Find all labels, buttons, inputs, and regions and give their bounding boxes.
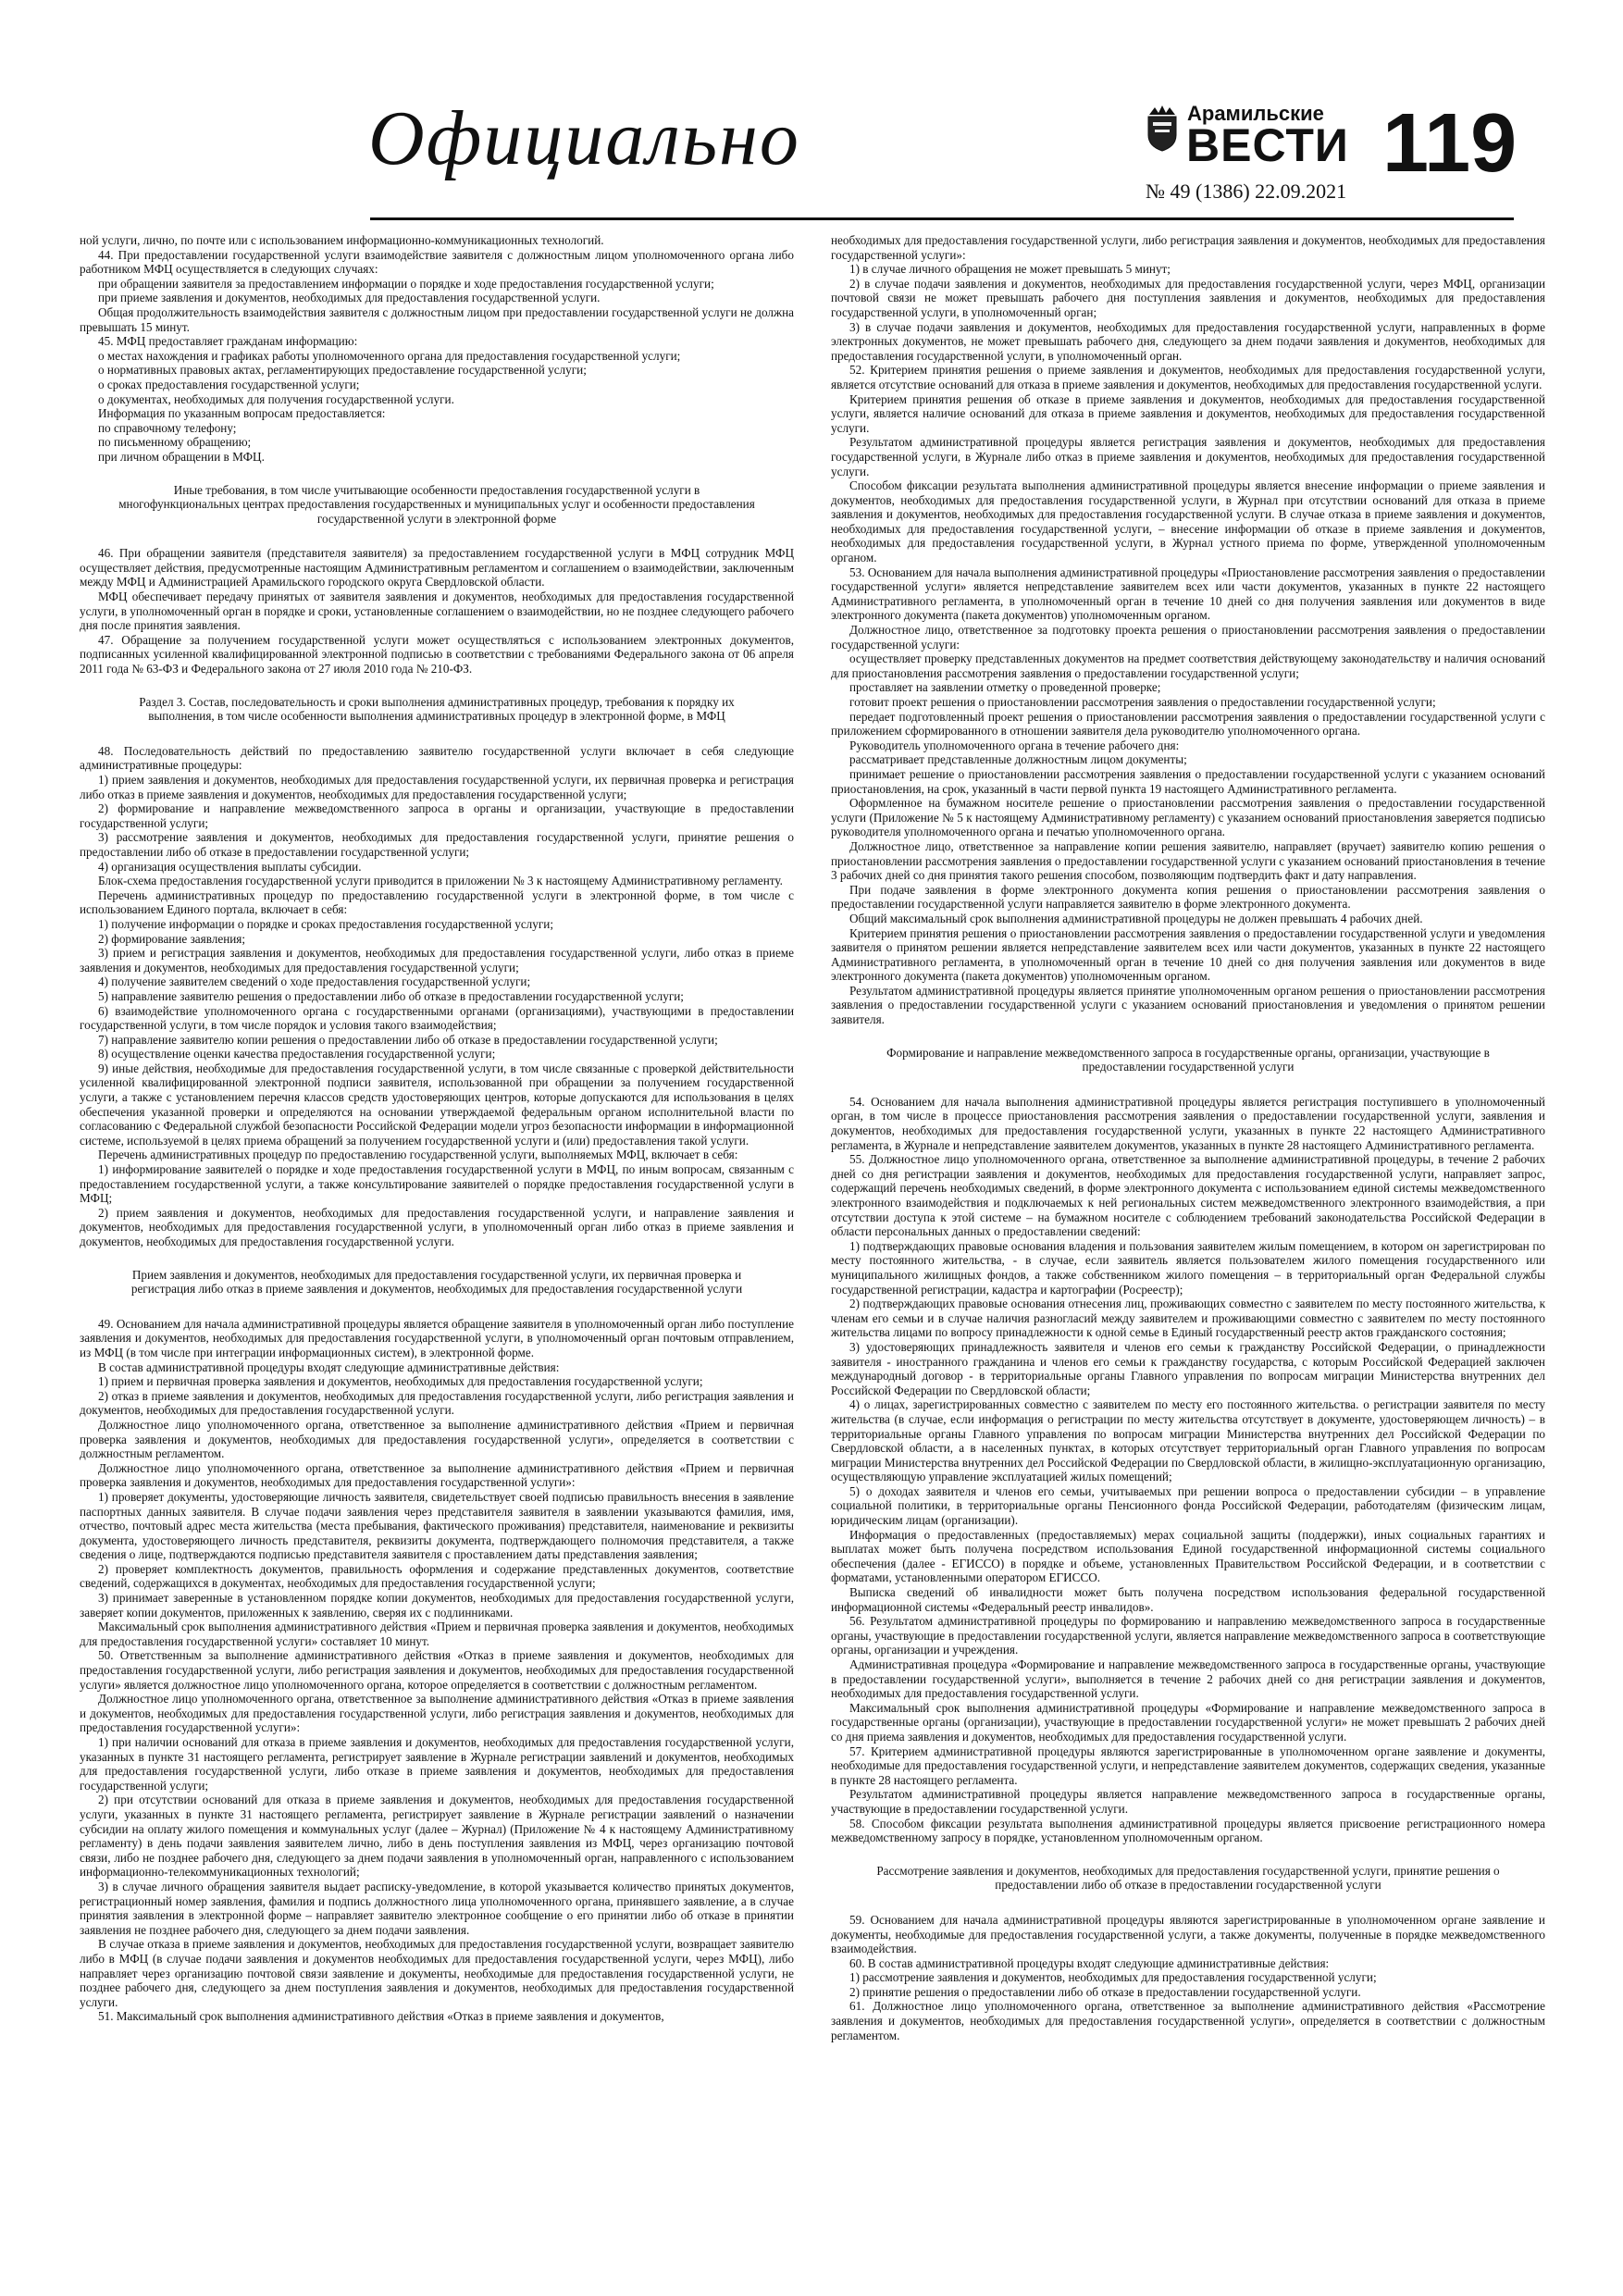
left-column — [80, 233, 794, 2269]
paragraph: 1) получение информации о порядке и сроках предоставления государственной услуги; — [98, 916, 553, 931]
paragraph: о местах нахождения и графиках работы уполномоченного органа для предоставления государственной услуги; — [98, 348, 681, 363]
paragraph: 48. Последовательность действий по предоставлению заявителю государственной услуги включает в себя следующие административные процедуры: — [80, 743, 794, 773]
paragraph: Информация о предоставленных (предоставляемых) мерах социальной защиты (поддержки), иных социальных гарантиях и выплатах может быть получена посредством использования Единой государственной информационной системы социального обеспечения (далее - ЕГИССО) в порядке и объеме, установленных Правительством Российской Федерации, и в соответствии с форматами, установленными оператором ЕГИССО. — [831, 1527, 1545, 1585]
paragraph: Общая продолжительность взаимодействия заявителя с должностным лицом при предоставлении государственной услуги не должна превышать 15 минут. — [80, 304, 794, 334]
paragraph: 46. При обращении заявителя (представителя заявителя) за предоставлением государственной услуги в МФЦ сотрудник МФЦ осуществляет действия, предусмотренные настоящим Административным регламентом и соглашением о взаимодействии, заключенным между МФЦ и Администрацией Арамильского городского округа Свердловской области. — [80, 546, 794, 590]
paragraph: необходимых для предоставления государственной услуги, либо регистрация заявления и документов, необходимых для предоставления государственной услуги»: — [831, 233, 1545, 262]
paragraph: 56. Результатом административной процедуры по формированию и направлению межведомственного запроса в государственные органы, участвующие в предоставлении государственной услуги, является направление межведомственного запроса в соответствующие органы, организации и учреждения. — [831, 1614, 1545, 1657]
paragraph: 2) отказ в приеме заявления и документов, необходимых для предоставления государственной услуги, либо регистрация заявления и документов, необходимых для предоставления государственной услуги. — [80, 1388, 794, 1418]
paragraph: 1) подтверждающих правовые основания владения и пользования заявителем жилым помещением, в котором он зарегистрирован по месту постоянного жительства, - в случае, если заявитель является пользователем жилого помещения государственного или муниципального жилищных фондов, а также собственником жилого помещения – в территориальный орган Федеральной службы государственной регистрации, кадастра и картографии (Росреестр); — [831, 1238, 1545, 1297]
paragraph: 54. Основанием для начала выполнения административной процедуры является регистрация поступившего в уполномоченный орган, в том числе в процессе приостановления рассмотрения заявления о предоставлении государственной услуги, заявления и документов, необходимых для предоставления государственной услуги, указанных в пункте 22 настоящего Административного регламента, в Журнале и непредставление заявителем документов, указанных в пункте 28 настоящего Административного регламента. — [831, 1094, 1545, 1152]
paragraph: 6) взаимодействие уполномоченного органа с государственными органами (организациями), участвующими в предоставлении государственной услуги, в том числе порядок и условия такого взаимодействия; — [80, 1003, 794, 1033]
paragraph: Выписка сведений об инвалидности может быть получена посредством использования федеральной государственной информационной системы «Федеральный реестр инвалидов». — [831, 1585, 1545, 1614]
paragraph: Административная процедура «Формирование и направление межведомственного запроса в государственные органы, участвующие в предоставлении государственной услуги», выполняется в течение 2 рабочих дней со дня регистрации заявления и документов, необходимых для предоставления государственной услуги. — [831, 1657, 1545, 1701]
paragraph: 55. Должностное лицо уполномоченного органа, ответственное за выполнение административной процедуры, в течение 2 рабочих дней со дня регистрации заявления и документов, необходимых для предоставления государственной услуги, направляет запрос, содержащий перечень необходимых сведений, в форме электронного документа с использованием единой системы межведомственного электронного взаимодействия и подключаемых к ней региональных систем межведомственного электронного взаимодействия, а при отсутствии доступа к этой системе – на бумажном носителе с соблюдением требований законодательства Российской Федерации в области персональных данных о предоставлении сведений: — [831, 1152, 1545, 1239]
masthead-divider — [370, 217, 1514, 220]
paragraph: Должностное лицо уполномоченного органа, ответственное за выполнение административного действия «Прием и первичная проверка заявления и документов, необходимых для предоставления государственной услуги», определяется в соответствии с должностным регламентом. — [80, 1417, 794, 1461]
paragraph: по справочному телефону; — [98, 420, 237, 435]
paragraph: 50. Ответственным за выполнение административного действия «Отказ в приеме заявления и документов, необходимых для предоставления государственной услуги, либо регистрация заявления и документов, необходимых для предоставления государственной услуги» является должностное лицо уполномоченного органа, которое определяется в соответствии с должностным регламентом. — [80, 1648, 794, 1692]
section-heading: Прием заявления и документов, необходимых для предоставления государственной услуги, их первичная проверка и регистрация либо отказ в приеме заявления и документов, необходимых для предоставления государственной услуги — [130, 1267, 743, 1297]
paragraph: 1) рассмотрение заявления и документов, необходимых для предоставления государственной услуги; — [849, 1970, 1377, 1985]
paragraph: Оформленное на бумажном носителе решение о приостановлении рассмотрения заявления о предоставлении государственной услуги (Приложение № 5 к настоящему Административному регламенту) с указанием оснований приостановления заверяется подписью руководителя уполномоченного органа и печатью уполномоченного органа. — [831, 796, 1545, 839]
section-heading: Формирование и направление межведомственного запроса в государственные органы, организации, участвующие в предоставлении государственной услуги — [886, 1045, 1490, 1074]
paragraph: 1) в случае личного обращения не может превышать 5 минут; — [849, 262, 1171, 277]
paragraph: при приеме заявления и документов, необходимых для предоставления государственной услуги. — [98, 291, 601, 305]
paragraph: 1) информирование заявителей о порядке и ходе предоставления государственной услуги в МФЦ, по иным вопросам, связанным с предоставлением государственной услуги, а также консультирование заявителей о порядке предоставления государственной услуги в МФЦ; — [80, 1162, 794, 1206]
paragraph: 3) в случае подачи заявления и документов, необходимых для предоставления государственной услуги, направленных в форме электронных документов, не может превышать рабочего дня, следующего за днем подачи заявления и документов, необходимых для предоставления государственной услуги, в уполномоченный орган. — [831, 319, 1545, 363]
paragraph: Должностное лицо уполномоченного органа, ответственное за выполнение административного действия «Прием и первичная проверка заявления и документов, необходимых для предоставления государственной услуги»: — [80, 1460, 794, 1490]
paragraph: 3) принимает заверенные в установленном порядке копии документов, необходимых для предоставления государственной услуги, заверяет копии документов, приложенных к заявлению, сверяя их с подлинниками. — [80, 1591, 794, 1620]
paragraph: 4) получение заявителем сведений о ходе предоставления государственной услуги; — [98, 974, 531, 989]
paragraph: по письменному обращению; — [98, 435, 252, 450]
paragraph: осуществляет проверку представленных документов на предмет соответствия действующему законодательству и наличия оснований для приостановления рассмотрения заявления о предоставлении государственной услуги; — [831, 652, 1545, 680]
paragraph: о документах, необходимых для получения государственной услуги. — [98, 391, 454, 406]
paragraph: Должностное лицо, ответственное за подготовку проекта решения о приостановлении рассмотрения заявления о предоставлении государственной услуги: — [831, 623, 1545, 652]
paragraph: Перечень административных процедур по предоставлению государственной услуги, выполняемых МФЦ, включает в себя: — [98, 1148, 738, 1162]
paragraph: 1) при наличии оснований для отказа в приеме заявления и документов, необходимых для предоставления государственной услуги, указанных в пункте 31 настоящего регламента, регистрирует заявление в Журнале регистрации заявлений и документов, необходимых для предоставления государственной услуги, либо отказе в приеме заявления и документов, необходимых для предоставления государственной услуги; — [80, 1735, 794, 1793]
paragraph: Должностное лицо, ответственное за направление копии решения заявителю, направляет (вручает) заявителю копию решения о приостановлении рассмотрения заявления о предоставлении государственной услуги с указанием оснований приостановления в течение 3 рабочих дней со дня принятия такого решения способом, позволяющим подтвердить факт и дату направления. — [831, 838, 1545, 883]
paragraph: Способом фиксации результата выполнения административной процедуры является внесение информации о приеме заявления и документов, необходимых для предоставления государственной услуги, в Журнал при отсутствии оснований для отказа в приеме заявления и документов, необходимых для предоставления государственной услуги. В случае отказа в приеме заявления и документов, необходимых для предоставления государственной услуги, – внесение информации об отказе в приеме заявления и документов, необходимых для предоставления государственной услуги, в Журнал устного приема по форме, утвержденной уполномоченным органом. — [831, 478, 1545, 565]
masthead — [0, 0, 1623, 231]
paragraph: Руководитель уполномоченного органа в течение рабочего дня: — [849, 738, 1180, 752]
paragraph: о нормативных правовых актах, регламентирующих предоставление государственной услуги; — [98, 363, 587, 378]
paragraph: 58. Способом фиксации результата выполнения административной процедуры является присвоение регистрационного номера межведомственному запросу в порядке, установленном уполномоченным органом. — [831, 1816, 1545, 1845]
paragraph: В состав административной процедуры входят следующие административные действия: — [98, 1359, 560, 1374]
paragraph: 52. Критерием принятия решения о приеме заявления и документов, необходимых для предоставления государственной услуги, является отсутствие оснований для отказа в приеме заявления и документов, необходимых для предоставления государственной услуги. — [831, 363, 1545, 391]
paragraph: МФЦ обеспечивает передачу принятых от заявителя заявления и документов, необходимых для предоставления государственной услуги, в уполномоченный орган в порядке и сроки, установленные соглашением о взаимодействии, но не позднее следующего рабочего дня после принятия заявления. — [80, 590, 794, 633]
page-number: 119 — [1382, 97, 1518, 190]
paragraph: 5) направление заявителю решения о предоставлении либо об отказе в предоставлении государственной услуги; — [98, 988, 684, 1003]
paragraph: Блок-схема предоставления государственной услуги приводится в приложении № 3 к настоящему Административному регламенту. — [98, 874, 783, 888]
section-heading: Иные требования, в том числе учитывающие особенности предоставления государственной услуги в многофункциональных центрах предоставления государственных и муниципальных услуг и особенности предоставления государственной услуги в электронной форме — [118, 482, 755, 526]
paragraph: Перечень административных процедур по предоставлению государственной услуги в электронной форме, в том числе с использованием Единого портала, включает в себя: — [80, 887, 794, 917]
paragraph: при обращении заявителя за предоставлением информации о порядке и ходе предоставления государственной услуги; — [98, 276, 714, 291]
paragraph: Максимальный срок выполнения административного действия «Прием и первичная проверка заявления и документов, необходимых для предоставления государственной услуги» составляет 10 минут. — [80, 1620, 794, 1648]
paragraph: 61. Должностное лицо уполномоченного органа, ответственное за выполнение административного действия «Рассмотрение заявления и документов, необходимых для предоставления государственной услуги», определяется в соответствии с должностным регламентом. — [831, 1999, 1545, 2042]
paragraph: Результатом административной процедуры является принятие уполномоченным органом решения о приостановлении рассмотрения заявления о предоставлении государственной услуги с указанием оснований приостановления и уведомления о принятом решении заявителя. — [831, 983, 1545, 1027]
paragraph: ной услуги, лично, по почте или с использованием информационно-коммуникационных технологий. — [80, 233, 604, 247]
paragraph: 57. Критерием административной процедуры являются зарегистрированные в уполномоченном органе заявление и документы, необходимые для предоставления государственной услуги, и непредставление заявителем документов, содержащих сведения, указанные в пункте 28 настоящего регламента. — [831, 1744, 1545, 1787]
paragraph: 1) прием и первичная проверка заявления и документов, необходимых для предоставления государственной услуги; — [98, 1374, 703, 1389]
paragraph: 1) проверяет документы, удостоверяющие личность заявителя, свидетельствует своей подписью правильность внесения в заявление паспортных данных заявителя. В случае подачи заявления через представителя заявителя в заявлении указываются фамилия, имя, отчество, почтовый адрес места жительства (места пребывания, фактического проживания) представителя, наименование и реквизиты документа, удостоверяющего личность представителя, реквизиты документа, подтверждающего полномочия представителя, а также сведения о лице, подтверждаются подписью представителя заявителя с проставлением даты представления заявления; — [80, 1489, 794, 1562]
paragraph: принимает решение о приостановлении рассмотрения заявления о предоставлении государственной услуги с указанием оснований приостановления, на срок, указанный в части первой пункта 19 настоящего Административного регламента. — [831, 766, 1545, 796]
paragraph: 7) направление заявителю копии решения о предоставлении либо об отказе в предоставлении государственной услуги; — [98, 1032, 718, 1047]
paragraph: Максимальный срок выполнения административной процедуры «Формирование и направление межведомственного запроса в государственные органы (организации), участвующие в предоставлении государственной услуги» не может превышать 2 рабочих дней со дня приема заявления и документов, необходимых для предоставления государственной услуги. — [831, 1700, 1545, 1744]
paragraph: Информация по указанным вопросам предоставляется: — [98, 406, 386, 421]
paragraph: Результатом административной процедуры является направление межведомственного запроса в государственные органы, участвующие в предоставлении государственной услуги. — [831, 1787, 1545, 1816]
paragraph: 53. Основанием для начала выполнения административной процедуры «Приостановление рассмотрения заявления о предоставлении государственной услуги» является непредставление заявителем всех или части документов, указанных в пункте 22 настоящего Административного регламента, в уполномоченный орган в течение 10 дней со дня получения заявления или документов в виде электронного документа (пакета документов) уполномоченным органом. — [831, 565, 1545, 623]
issue-number-date: № 49 (1386) 22.09.2021 — [1146, 180, 1347, 203]
paragraph: 51. Максимальный срок выполнения административного действия «Отказ в приеме заявления и документов, — [98, 2009, 664, 2024]
paragraph: В случае отказа в приеме заявления и документов, необходимых для предоставления государственной услуги, возвращает заявителю либо в МФЦ (в случае подачи заявления и документов необходимых для предоставления государственной услуги, через МФЦ), либо направляет через организацию почтовой связи заявление и документы, необходимые для предоставления государственной услуги, не позднее рабочего дня, следующего за днем поступления заявления и документов, необходимых для предоставления государственной услуги. — [80, 1937, 794, 2009]
paragraph: Критерием принятия решения об отказе в приеме заявления и документов, необходимых для предоставления государственной услуги, является наличие оснований для отказа в приеме заявления и документов, необходимых для предоставления государственной услуги. — [831, 391, 1545, 435]
right-column — [831, 233, 1545, 2269]
paragraph: 2) при отсутствии оснований для отказа в приеме заявления и документов, необходимых для предоставления государственной услуги, указанных в пункте 31 настоящего регламента, регистрирует заявление в Журнале регистрации заявлений о назначении субсидии на оплату жилого помещения и коммунальных услуг (далее – Журнал) (Приложение № 4 к настоящему Административному регламенту) в день подачи заявления заявителем лично, либо в день поступления заявления из МФЦ, через организацию почтовой связи, либо не позднее рабочего дня, следующего за днем подачи заявления в уполномоченный орган, направленного с использованием информационно-телекоммуникационных технологий; — [80, 1793, 794, 1880]
paragraph: 2) формирование и направление межведомственного запроса в органы и организации, участвующие в предоставлении государственной услуги; — [80, 801, 794, 830]
section-heading: Раздел 3. Состав, последовательность и сроки выполнения административных процедур, требования к порядку их выполнения, в том числе особенности выполнения административных процедур в электронной форме, в МФЦ — [139, 694, 735, 724]
brand-name-main: ВЕСТИ — [1186, 119, 1349, 171]
section-title: Официально — [368, 95, 800, 181]
paragraph: При подаче заявления в форме электронного документа копия решения о приостановлении рассмотрения заявления о предоставлении государственной услуги направляется заявителю в форме электронного документа. — [831, 882, 1545, 912]
paragraph: 2) принятие решения о предоставлении либо об отказе в предоставлении государственной услуги. — [849, 1984, 1361, 1999]
paragraph: 49. Основанием для начала административной процедуры является обращение заявителя в уполномоченный орган либо поступление заявления и документов, необходимых для предоставления государственной услуги, в уполномоченный орган почтовым отправлением, из МФЦ (в том числе при интеграции информационных систем), в электронной форме. — [80, 1316, 794, 1359]
paragraph: 8) осуществление оценки качества предоставления государственной услуги; — [98, 1047, 496, 1061]
paragraph: 59. Основанием для начала административной процедуры являются зарегистрированные в уполномоченном органе заявление и документы, необходимые для предоставления государственной услуги, а также документы, полученные в порядке межведомственного взаимодействия. — [831, 1912, 1545, 1956]
paragraph: 3) в случае личного обращения заявителя выдает расписку-уведомление, в которой указывается количество принятых документов, регистрационный номер заявления, фамилия и подпись должностного лица уполномоченного органа, принявшего заявление, а в случае принятия заявления в электронной форме – направляет заявителю электронное сообщение о его принятии либо об отказе в принятии заявления не позднее рабочего дня, следующего за днем подачи заявления. — [80, 1879, 794, 1937]
paragraph: 3) прием и регистрация заявления и документов, необходимых для предоставления государственной услуги, либо отказ в приеме заявления и документов, необходимых для предоставления государственной услуги; — [80, 946, 794, 974]
paragraph: Должностное лицо уполномоченного органа, ответственное за выполнение административного действия «Отказ в приеме заявления и документов, необходимых для предоставления государственной услуги, либо регистрация заявления и документов, необходимых для предоставления государственной услуги»: — [80, 1692, 794, 1735]
paragraph: о сроках предоставления государственной услуги; — [98, 377, 360, 391]
paragraph: 2) проверяет комплектность документов, правильность оформления и содержание представленных документов, соответствие сведений, содержащихся в документах, необходимых для предоставления государственной услуги; — [80, 1561, 794, 1591]
paragraph: 3) рассмотрение заявления и документов, необходимых для предоставления государственной услуги, принятие решения о предоставлении либо об отказе в предоставлении государственной услуги; — [80, 830, 794, 859]
brand-name-top: Арамильские — [1187, 102, 1324, 125]
paragraph: 4) организация осуществления выплаты субсидии. — [98, 859, 362, 874]
paragraph: готовит проект решения о приостановлении рассмотрения заявления о предоставлении государственной услуги; — [849, 695, 1436, 709]
paragraph: 44. При предоставлении государственной услуги взаимодействие заявителя с должностным лицом уполномоченного органа либо работником МФЦ осуществляется в следующих случаях: — [80, 247, 794, 277]
paragraph: передает подготовленный проект решения о приостановлении рассмотрения заявления о предоставлении государственной услуги с приложением сформированного в отношении заявителя дела руководителю уполномоченного органа. — [831, 709, 1545, 738]
paragraph: 4) о лицах, зарегистрированных совместно с заявителем по месту его постоянного жительства. о регистрации заявителя по месту жительства (в случае, если информация о регистрации по месту жительства отсутствует в документе, удостоверяющем личность) – в территориальные органы Главного управления по вопросам миграции Министерства внутренних дел Российской Федерации по Свердловской области, а в населенных пунктах, в которых отсутствует территориальный орган Главного управления по вопросам миграции Министерства внутренних дел Российской Федерации по Свердловской области, в жилищно-эксплуатационную организацию, осуществляющую управление эксплуатацией жилых помещений; — [831, 1397, 1545, 1484]
paragraph: 9) иные действия, необходимые для предоставления государственной услуги, в том числе связанные с проверкой действительности усиленной квалифицированной электронной подписи заявителя, использованной при обращении за получением государственной услуги, а также с установлением перечня классов средств удостоверяющих центров, которые допускаются для использования в целях обеспечения указанной проверки и определяются на основании утверждаемой федеральным органом исполнительной власти по согласованию с Федеральной службой безопасности Российской Федерации модели угроз безопасности информации в информационной системе, используемой в целях приема обращений за получением государственной услуги и (или) предоставления такой услуги. — [80, 1061, 794, 1148]
paragraph: рассматривает представленные должностным лицом документы; — [849, 752, 1187, 767]
paragraph: 2) прием заявления и документов, необходимых для предоставления государственной услуги, и направление заявления и документов, необходимых для предоставления государственной услуги, в уполномоченный орган либо отказ в приеме заявления и документов, необходимых для предоставления государственной услуги. — [80, 1205, 794, 1248]
city-coat-of-arms-icon — [1146, 102, 1179, 152]
paragraph: Общий максимальный срок выполнения административной процедуры не должен превышать 4 рабочих дней. — [849, 911, 1423, 925]
paragraph: проставляет на заявлении отметку о проведенной проверке; — [849, 680, 1161, 695]
paragraph: 47. Обращение за получением государственной услуги может осуществляться с использованием электронных документов, подписанных усиленной квалифицированной электронной подписью в соответствии с требованиями Федерального закона от 06 апреля 2011 года № 63-ФЗ и Федерального закона от 27 июля 2010 года № 210-ФЗ. — [80, 632, 794, 676]
paragraph: 45. МФЦ предоставляет гражданам информацию: — [98, 334, 358, 349]
paragraph: 2) подтверждающих правовые основания отнесения лиц, проживающих совместно с заявителем по месту постоянного жительства, к членам его семьи и в случае наличия разногласий между заявителем и проживающими совместно с заявителем по месту постоянного жительства лицами по вопросу принадлежности к одной семье в Единый государственный реестр актов гражданского состояния; — [831, 1297, 1545, 1340]
section-heading: Рассмотрение заявления и документов, необходимых для предоставления государственной услуги, принятие решения о предоставлении либо об отказе в предоставлении государственной услуги — [876, 1863, 1500, 1893]
paragraph: 60. В состав административной процедуры входят следующие административные действия: — [849, 1955, 1330, 1970]
paragraph: 2) в случае подачи заявления и документов, необходимых для предоставления государственной услуги, через МФЦ, организации почтовой связи не может превышать рабочего дня поступления заявления и документов, необходимых для предоставления государственной услуги, в уполномоченный орган; — [831, 276, 1545, 319]
paragraph: 3) удостоверяющих принадлежность заявителя и членов его семьи к гражданству Российской Федерации, о принадлежности заявителя - иностранного гражданина и членов его семьи к гражданству государства, с которым Российской Федерацией заключен международный договор - в территориальные органы Главного управления по вопросам миграции Министерства внутренних дел Российской Федерации по Свердловской области; — [831, 1339, 1545, 1397]
paragraph: 5) о доходах заявителя и членов его семьи, учитываемых при решении вопроса о предоставлении субсидии – в управление социальной политики, в территориальные органы Пенсионного фонда Российской Федерации, работодателям (физическим лицам, юридическим лицам (организации). — [831, 1483, 1545, 1528]
paragraph: 2) формирование заявления; — [98, 931, 246, 946]
paragraph: при личном обращении в МФЦ. — [98, 449, 265, 464]
paragraph: 1) прием заявления и документов, необходимых для предоставления государственной услуги, их первичная проверка и регистрация либо отказ в приеме заявления и документов, необходимых для предоставления государственной услуги; — [80, 773, 794, 801]
paragraph: Критерием принятия решения о приостановлении рассмотрения заявления о предоставлении государственной услуги и уведомления заявителя о принятом решении является непредставление заявителем всех или части документов, указанных в пункте 22 настоящего Административного регламента, в уполномоченный орган в течение 10 дней со дня получения заявления или документов в виде электронного документа (пакета документов) уполномоченным органом. — [831, 925, 1545, 984]
paragraph: Результатом административной процедуры является регистрация заявления и документов, необходимых для предоставления государственной услуги, в Журнале либо отказ в приеме заявления и документов, необходимых для предоставления государственной услуги. — [831, 435, 1545, 478]
